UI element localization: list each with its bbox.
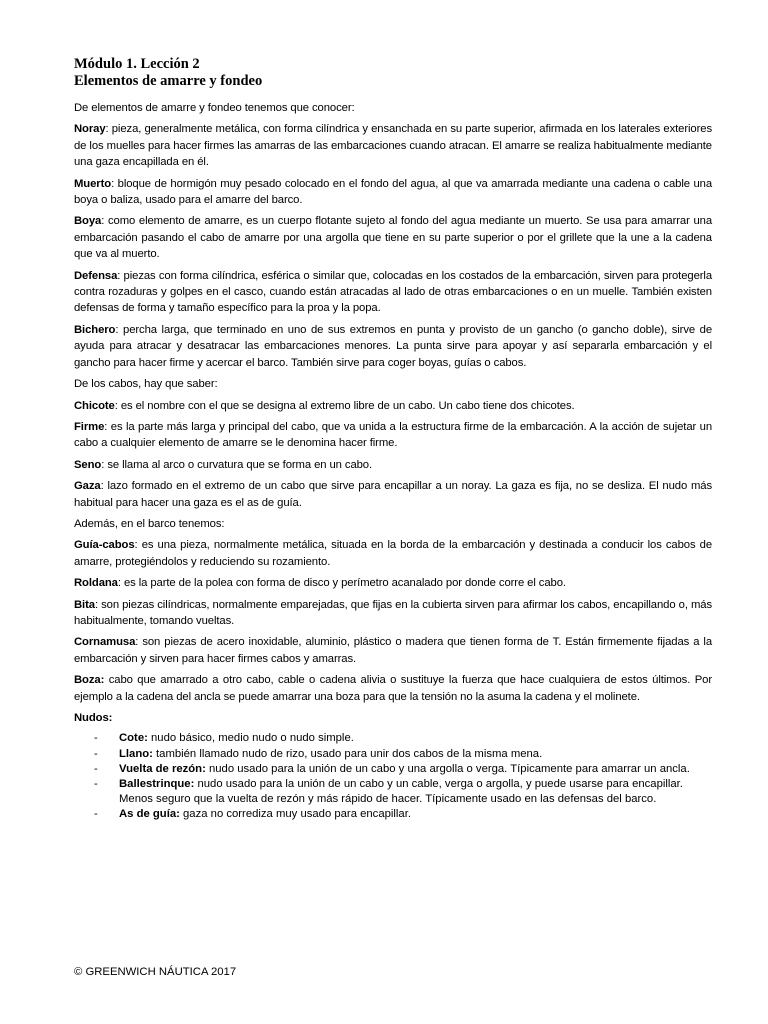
definition-muerto: Muerto: bloque de hormigón muy pesado colocado en el fondo del agua, al que va amarrada mediante una cadena o cable una boya o baliza, usado para el amarre del barco.	[74, 177, 712, 207]
list-item	[74, 777, 712, 807]
definition-term: Roldana	[74, 577, 118, 590]
definition-text: como elemento de amarre, es un cuerpo flotante sujeto al fondo del agua mediante un muerto. Se usa para amarrar una embarcación pasando el cabo de amarre por una argolla que tiene en su parte superior o por el grillete que la une a la cadena que va al muerto.	[74, 215, 712, 261]
definition-term: Chicote	[74, 399, 115, 412]
definition-term: Defensa	[74, 269, 118, 282]
definition-seno: Seno: se llama al arco o curvatura que se forma en un cabo.	[74, 458, 373, 471]
list-dash: -	[94, 762, 98, 775]
definition-text: piezas con forma cilíndrica, esférica o similar que, colocadas en los costados de la embarcación, sirven para protegerla contra rozaduras y golpes en el casco, cuando están atracadas al lado de otras embarcaciones o en un muelle. También existen defensas de forma y tamaño específico para la proa y la popa.	[74, 269, 713, 315]
definition-text: cabo que amarrado a otro cabo, cable o cadena alivia o sustituye la fuerza que hace cualquiera de estos últimos. Por ejemplo a la cadena del ancla se puede amarrar una boza para que la tensión no la asuma la cadena y el molinete.	[74, 674, 712, 703]
barco-intro: Además, en el barco tenemos:	[74, 517, 225, 530]
definition-boya: Boya: como elemento de amarre, es un cuerpo flotante sujeto al fondo del agua mediante un muerto. Se usa para amarrar una embarcación pasando el cabo de amarre por una argolla que tiene en su parte superior o por el grillete que la une a la cadena que va al muerto.	[74, 215, 712, 261]
definition-bita: Bita: son piezas cilíndricas, normalmente emparejadas, que fijas en la cubierta sirven para afirmar los cabos, encapillando o, más habitualmente, tomando vueltas.	[74, 598, 712, 627]
definition-text: es una pieza, normalmente metálica, situada en la borda de la embarcación y destinada a conducir los cabos de amarre, protegiéndolos y reduciendo su rozamiento.	[74, 539, 713, 568]
knot-term: Ballestrinque:	[119, 778, 195, 791]
definition-text: se llama al arco o curvatura que se forma en un cabo.	[107, 458, 373, 471]
definition-term: Boya	[74, 215, 102, 228]
list-item	[74, 807, 712, 822]
definition-term: Noray	[74, 123, 106, 136]
definition-text: son piezas cilíndricas, normalmente emparejadas, que fijas en la cubierta sirven para afirmar los cabos, encapillando o, más habitualmente, tomando vueltas.	[74, 598, 712, 627]
definition-text: es la parte de la polea con forma de disco y perímetro acanalado por donde corre el cabo.	[123, 577, 566, 590]
intro-paragraph: De elementos de amarre y fondeo tenemos que conocer:	[74, 102, 355, 114]
definition-term: Cornamusa	[74, 636, 136, 649]
definition-text: percha larga, que terminado en uno de sus extremos en punta y provisto de un gancho (o gancho doble), sirve de ayuda para atracar y desatracar las embarcaciones menores. La punta sirve para apoyar y así separarla embarcación y el gancho para hacer firme y acercar el barco. También sirve para coger boyas, guías o cabos.	[74, 323, 712, 369]
definition-text: es el nombre con el que se designa al extremo libre de un cabo. Un cabo tiene dos chicotes.	[120, 399, 575, 412]
definition-term: Guía-cabos	[74, 539, 135, 552]
document-page	[74, 56, 712, 823]
list-dash: -	[94, 747, 98, 760]
knot-text: nudo usado para la unión de un cabo y una argolla o verga. Típicamente para amarrar un ancla.	[205, 762, 690, 775]
footer-copyright: © GREENWICH NÁUTICA 2017	[74, 966, 237, 978]
list-item	[74, 747, 712, 762]
definition-text: bloque de hormigón muy pesado colocado en el fondo del agua, al que va amarrada mediante una cadena o cable una boya o baliza, usado para el amarre del barco.	[74, 177, 712, 207]
list-dash: -	[94, 732, 98, 745]
definition-term: Seno	[74, 458, 102, 471]
list-dash: -	[94, 778, 98, 791]
list-item	[74, 762, 712, 777]
title-line-1: Módulo 1. Lección 2	[74, 56, 200, 72]
definition-term: Gaza	[74, 480, 101, 493]
list-item	[74, 731, 712, 746]
definition-text: son piezas de acero inoxidable, aluminio, plástico o madera que tienen forma de T. Están firmemente fijadas a la embarcación y sirven para hacer firmes cabos y amarras.	[74, 636, 713, 665]
definition-text: pieza, generalmente metálica, con forma cilíndrica y ensanchada en su parte superior, afirmada en los laterales exteriores de los muelles para hacer firmes las amarras de las embarcaciones cuando atracan. El amarre se realiza habitualmente mediante una gaza encapillada en él.	[74, 123, 712, 169]
definition-guia-cabos: Guía-cabos: es una pieza, normalmente metálica, situada en la borda de la embarcación y destinada a conducir los cabos de amarre, protegiéndolos y reduciendo su rozamiento.	[74, 539, 713, 568]
definition-term: Muerto	[74, 177, 112, 190]
knot-term: As de guía:	[119, 808, 180, 821]
definition-defensa: Defensa: piezas con forma cilíndrica, esférica o similar que, colocadas en los costados de la embarcación, sirven para protegerla contra rozaduras y golpes en el casco, cuando están atracadas al lado de otras embarcaciones o en un muelle. También existen defensas de forma y tamaño específico para la proa y la popa.	[74, 269, 713, 315]
definition-term: Boza:	[74, 674, 105, 687]
definition-gaza: Gaza: lazo formado en el extremo de un cabo que sirve para encapillar a un noray. La gaza es fija, no se desliza. El nudo más habitual para hacer una gaza es el as de guía.	[74, 480, 712, 509]
knot-text: nudo básico, medio nudo o nudo simple.	[147, 732, 354, 745]
definition-noray: Noray: pieza, generalmente metálica, con forma cilíndrica y ensanchada en su parte superior, afirmada en los laterales exteriores de los muelles para hacer firmes las amarras de las embarcaciones cuando atracan. El amarre se realiza habitualmente mediante una gaza encapillada en él.	[74, 123, 712, 169]
definition-term: Bichero	[74, 323, 116, 336]
definition-term: Bita	[74, 598, 95, 611]
cabos-intro: De los cabos, hay que saber:	[74, 378, 218, 391]
definition-text: es la parte más larga y principal del cabo, que va unida a la estructura firme de la embarcación. A la acción de sujetar un cabo a cualquier elemento de amarre se le denomina hacer firme.	[74, 420, 712, 450]
knot-text: nudo usado para la unión de un cabo y un cable, verga o argolla, y puede usarse para encapillar. Menos seguro que la vuelta de rezón y más rápido de hacer. Típicamente usado en las defensas del barco.	[119, 778, 683, 806]
knot-text: también llamado nudo de rizo, usado para unir dos cabos de la misma mena.	[152, 747, 543, 760]
knot-term: Vuelta de rezón:	[119, 762, 206, 775]
definition-cornamusa: Cornamusa: son piezas de acero inoxidable, aluminio, plástico o madera que tienen forma de T. Están firmemente fijadas a la embarcación y sirven para hacer firmes cabos y amarras.	[74, 636, 713, 665]
knot-term: Cote:	[119, 732, 148, 745]
definition-term: Firme	[74, 420, 105, 433]
nudos-list	[74, 731, 712, 822]
definition-bichero: Bichero: percha larga, que terminado en uno de sus extremos en punta y provisto de un gancho (o gancho doble), sirve de ayuda para atracar y desatracar las embarcaciones menores. La punta sirve para apoyar y así separarla embarcación y el gancho para hacer firme y acercar el barco. También sirve para coger boyas, guías o cabos.	[74, 323, 712, 369]
knot-text: gaza no corrediza muy usado para encapillar.	[179, 808, 411, 821]
definition-firme: Firme: es la parte más larga y principal del cabo, que va unida a la estructura firme de la embarcación. A la acción de sujetar un cabo a cualquier elemento de amarre se le denomina hacer firme.	[74, 420, 712, 450]
definition-roldana: Roldana: es la parte de la polea con forma de disco y perímetro acanalado por donde corre el cabo.	[74, 577, 566, 590]
definition-boza	[74, 672, 712, 705]
definition-chicote: Chicote: es el nombre con el que se designa al extremo libre de un cabo. Un cabo tiene dos chicotes.	[74, 399, 575, 412]
definition-text: lazo formado en el extremo de un cabo que sirve para encapillar a un noray. La gaza es fija, no se desliza. El nudo más habitual para hacer una gaza es el as de guía.	[74, 480, 712, 509]
knot-term: Llano:	[119, 747, 153, 760]
list-dash: -	[94, 808, 98, 821]
page-title	[74, 56, 712, 90]
title-line-2: Elementos de amarre y fondeo	[74, 73, 263, 89]
nudos-heading: Nudos:	[74, 712, 113, 724]
